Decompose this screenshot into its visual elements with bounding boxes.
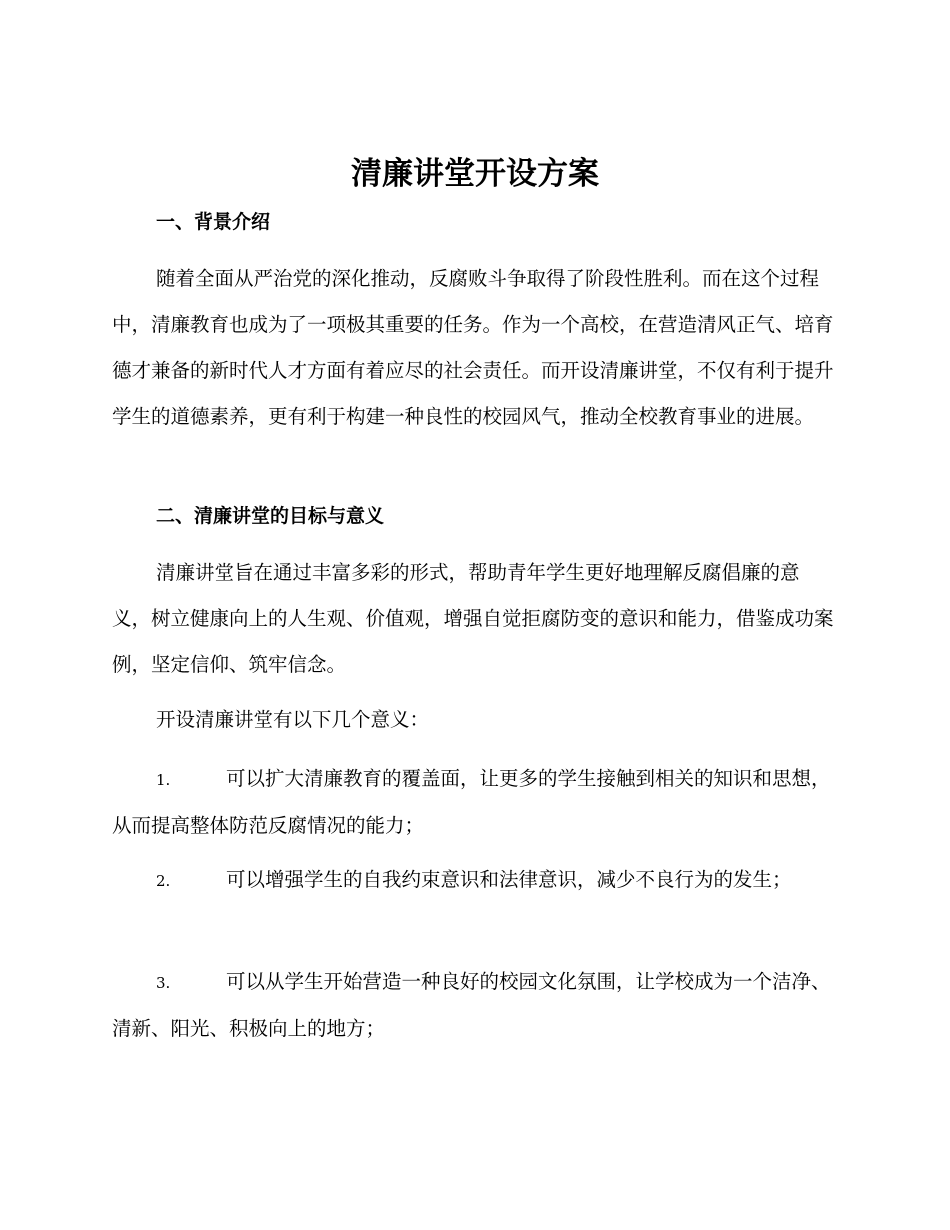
- paragraph-meaning-intro: 开设清廉讲堂有以下几个意义：: [156, 708, 430, 731]
- list-item-number: 3.: [156, 974, 171, 992]
- list-item-text: 可以扩大清廉教育的覆盖面，让更多的学生接触到相关的知识和思想，从而提高整体防范反腐情况的能力；: [112, 767, 831, 837]
- list-item: [112, 959, 836, 1052]
- list-item-number: 2.: [156, 872, 171, 890]
- list-item: [112, 756, 836, 849]
- paragraph-background: 随着全面从严治党的深化推动，反腐败斗争取得了阶段性胜利。而在这个过程中，清廉教育也成为了一项极其重要的任务。作为一个高校，在营造清风正气、培育德才兼备的新时代人才方面有着应尽的社会责任。而开设清廉讲堂，不仅有利于提升学生的道德素养，更有利于构建一种良性的校园风气，推动全校教育事业的进展。: [112, 267, 834, 428]
- section-heading-background: 一、背景介绍: [156, 211, 271, 233]
- list-item-number: 1.: [156, 771, 171, 789]
- list-item-text: 可以从学生开始营造一种良好的校园文化氛围，让学校成为一个洁净、清新、阳光、积极向上的地方；: [112, 970, 831, 1040]
- document-title: 清廉讲堂开设方案: [351, 156, 599, 192]
- list-item: [112, 857, 836, 904]
- paragraph-goals: 清廉讲堂旨在通过丰富多彩的形式，帮助青年学生更好地理解反腐倡廉的意义，树立健康向上的人生观、价值观，增强自觉拒腐防变的意识和能力，借鉴成功案例，坚定信仰、筑牢信念。: [112, 561, 834, 676]
- list-item-text: 可以增强学生的自我约束意识和法律意识，减少不良行为的发生；: [226, 868, 792, 891]
- section-heading-goals: 二、清廉讲堂的目标与意义: [156, 505, 385, 527]
